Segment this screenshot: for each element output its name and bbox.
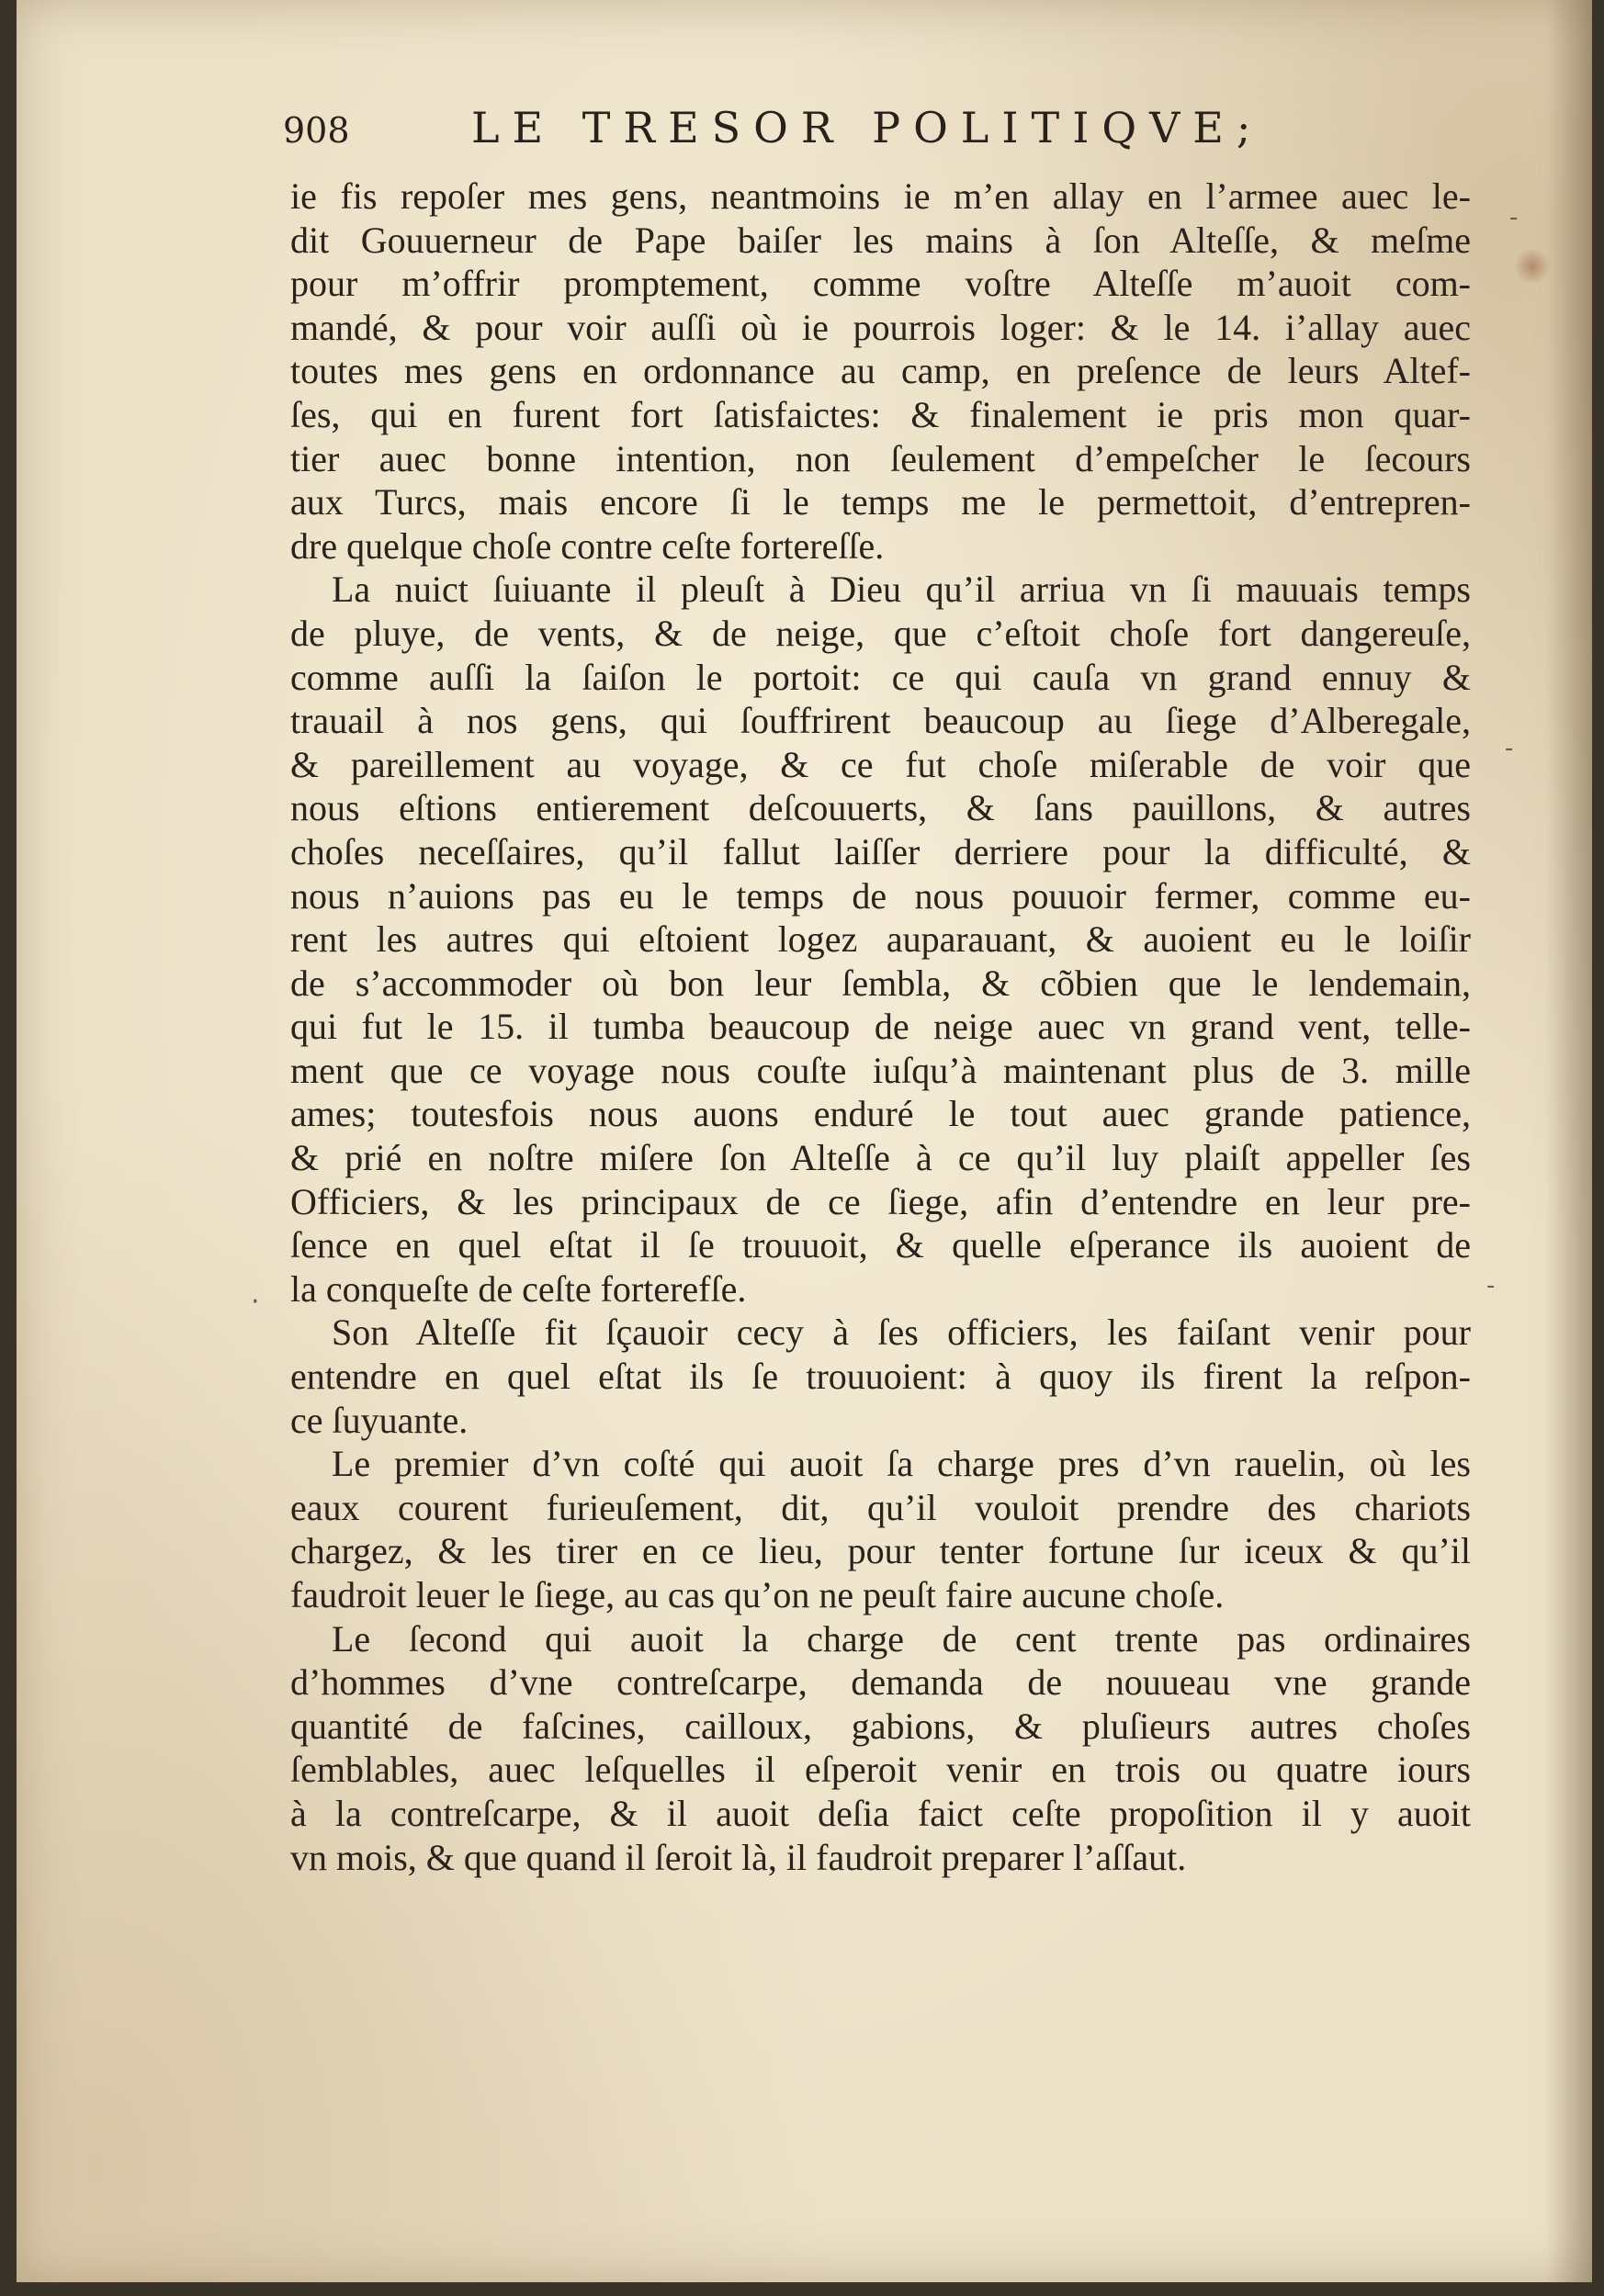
text-line: nous eſtions entierement deſcouuerts, & ſans pauillons, & autres (290, 787, 1471, 829)
paragraph (290, 1617, 1471, 1880)
text-line: aux Turcs, mais encore ſi le temps me le permettoit, d’entrepren- (290, 481, 1471, 523)
ink-stain (1514, 248, 1551, 285)
text-line: entendre en quel eſtat ils ſe trouuoient: à quoy ils firent la reſpon- (290, 1356, 1471, 1398)
text-line: ſes, qui en furent fort ſatisfaictes: & finalement ie pris mon quar- (290, 393, 1471, 435)
text-line: vn mois, & que quand il ſeroit là, il faudroit preparer l’aſſaut. (290, 1836, 1187, 1878)
text-line: Officiers, & les principaux de ce ſiege, afin d’entendre en leur pre- (290, 1180, 1471, 1222)
margin-mark: - (1505, 735, 1514, 762)
text-line: la conqueſte de ceſte forterefſe. (290, 1267, 747, 1310)
text-line: qui fut le 15. il tumba beaucoup de neige auec vn grand vent, telle- (290, 1006, 1471, 1048)
text-line: ſemblables, auec leſquelles il eſperoit venir en trois ou quatre iours (290, 1749, 1471, 1791)
margin-mark: · (251, 1286, 260, 1318)
book-page (17, 0, 1592, 2282)
margin-mark: - (1486, 1272, 1496, 1300)
text-line: ſence en quel eſtat il ſe trouuoit, & quelle eſperance ils auoient de (290, 1224, 1471, 1266)
text-line: & pareillement au voyage, & ce fut choſe miſerable de voir que (290, 743, 1471, 785)
text-line: La nuict ſuiuante il pleuſt à Dieu qu’il arriua vn ſi mauuais temps (332, 568, 1471, 611)
text-line: dre quelque choſe contre ceſte fortereſſe. (290, 524, 885, 567)
margin-mark: - (1509, 204, 1519, 231)
text-line: chargez, & les tirer en ce lieu, pour tenter fortune ſur iceux & qu’il (290, 1530, 1471, 1572)
text-line: de pluye, de vents, & de neige, que c’eſtoit choſe fort dangereuſe, (290, 612, 1471, 654)
text-line: ment que ce voyage nous couſte iuſqu’à maintenant plus de 3. mille (290, 1049, 1471, 1091)
text-line: d’hommes d’vne contreſcarpe, demanda de nouueau vne grande (290, 1661, 1471, 1704)
text-line: eaux courent furieuſement, dit, qu’il vouloit prendre des chariots (290, 1486, 1471, 1528)
text-line: ie fis repoſer mes gens, neantmoins ie m’en allay en l’armee auec le- (290, 175, 1471, 217)
text-line: comme auſſi la ſaiſon le portoit: ce qui cauſa vn grand ennuy & (290, 656, 1471, 698)
text-line: ames; toutesfois nous auons enduré le tout auec grande patience, (290, 1093, 1471, 1135)
text-line: trauail à nos gens, qui ſouffrirent beaucoup au ſiege d’Alberegale, (290, 700, 1471, 742)
text-line: rent les autres qui eſtoient logez auparauant, & auoient eu le loiſir (290, 918, 1471, 961)
text-line: mandé, & pour voir auſſi où ie pourrois loger: & le 14. i’allay auec (290, 306, 1471, 348)
paragraph (290, 1442, 1471, 1616)
text-line: Le ſecond qui auoit la charge de cent trente pas ordinaires (332, 1617, 1471, 1660)
page-gutter-shadow (1546, 0, 1592, 2282)
paragraph (290, 174, 1471, 568)
text-line: Son Alteſſe fit ſçauoir cecy à ſes officiers, les faiſant venir pour (332, 1311, 1471, 1354)
text-line: dit Gouuerneur de Pape baiſer les mains à ſon Alteſſe, & meſme (290, 219, 1471, 261)
text-line: tier auec bonne intention, non ſeulement d’empeſcher le ſecours (290, 437, 1471, 479)
text-line: nous n’auions pas eu le temps de nous pouuoir fermer, comme eu- (290, 874, 1471, 917)
text-line: & prié en noſtre miſere ſon Alteſſe à ce qu’il luy plaiſt appeller ſes (290, 1137, 1471, 1179)
running-head (283, 103, 1339, 167)
text-line: pour m’offrir promptement, comme voſtre Alteſſe m’auoit com- (290, 263, 1471, 305)
header-title: LE TRESOR POLITIQVE; (471, 103, 1264, 152)
body-text (290, 174, 1471, 1879)
text-line: de s’accommoder où bon leur ſembla, & cõbien que le lendemain, (290, 962, 1471, 1004)
page-number: 908 (283, 110, 350, 151)
paragraph (290, 1311, 1471, 1442)
text-line: faudroit leuer le ſiege, au cas qu’on ne peuſt faire aucune choſe. (290, 1574, 1225, 1615)
text-line: Le premier d’vn coſté qui auoit ſa charge pres d’vn rauelin, où les (332, 1443, 1471, 1485)
text-line: à la contreſcarpe, & il auoit deſia faict ceſte propoſition il y auoit (290, 1792, 1471, 1834)
text-line: ce ſuyuante. (290, 1399, 469, 1441)
paragraph (290, 568, 1471, 1311)
text-line: choſes neceſſaires, qu’il fallut laiſſer derriere pour la difficulté, & (290, 830, 1471, 872)
text-line: quantité de faſcines, cailloux, gabions, & pluſieurs autres choſes (290, 1705, 1471, 1747)
text-line: toutes mes gens en ordonnance au camp, en preſence de leurs Altef- (290, 350, 1471, 392)
